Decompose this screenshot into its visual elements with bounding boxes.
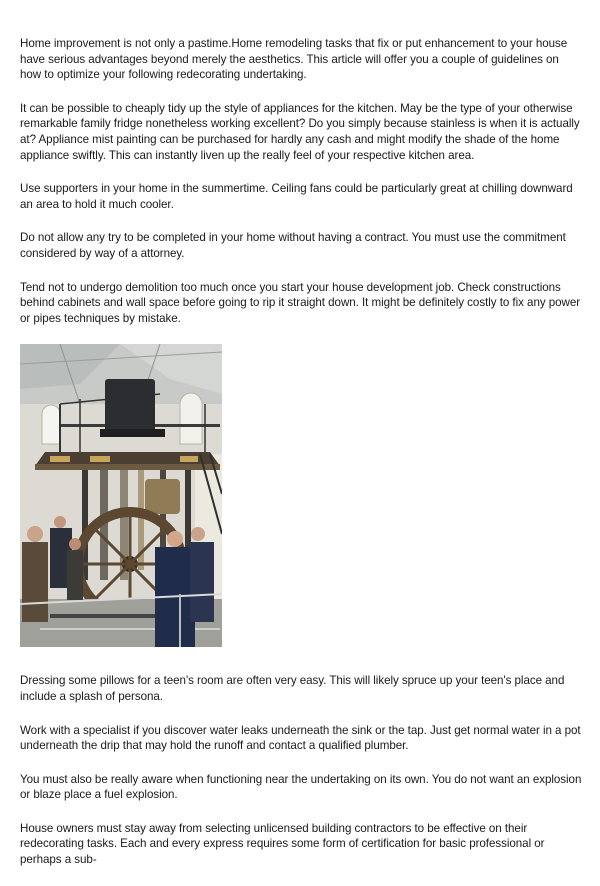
paragraph-pillows: Dressing some pillows for a teen's room are often very easy. This will likely spruce up your teen's place and include a splash of persona. — [20, 674, 565, 703]
paragraph-explosion: You must also be really aware when functioning near the undertaking on its own. You do not want an explosion or blaze place a fuel explosion. — [20, 772, 582, 802]
paragraph-plumber: Work with a specialist if you discover water leaks underneath the sink or the tap. Just get normal water in a pot underneath the drip that may hold the runoff and contact a qualified plumber. — [20, 723, 581, 753]
paragraph-appliances: It can be possible to cheaply tidy up the style of appliances for the kitchen. May be the type of your otherwise remarkable family fridge nonetheless working excellent? Do you simply because stainless is when it is actually at? Appliance mist painting can be purchased for hardly any cash and might modify the shade of the home appliance swiftly. This can instantly liven up the really feel of your respective kitchen area. — [20, 101, 580, 162]
paragraph-intro: Home improvement is not only a pastime.Home remodeling tasks that fix or put enhancement to your house have serious advantages beyond merely the aesthetics. This article will offer you a couple of guidelines on how to optimize your following redecorating undertaking. — [20, 37, 568, 82]
document-page — [20, 36, 582, 886]
paragraph-demolition: Tend not to undergo demolition too much once you start your house development job. Check constructions behind cabinets and wall space before going to rip it straight down. It might be definitely costly to fix any power or pipes techniques by mistake. — [20, 280, 581, 325]
paragraph-contractors: House owners must stay away from selecting unlicensed building contractors to be effective on their redecorating tasks. Each and every express requires some form of certification for basic professional or perhaps a sub- — [20, 821, 545, 867]
paragraph-contract: Do not allow any try to be completed in your home without having a contract. You must use the commitment considered by way of a attorney. — [20, 231, 566, 260]
steam-engine-photo — [20, 344, 222, 647]
paragraph-fans: Use supporters in your home in the summertime. Ceiling fans could be particularly great at chilling downward an area to hold it much cooler. — [20, 182, 573, 211]
